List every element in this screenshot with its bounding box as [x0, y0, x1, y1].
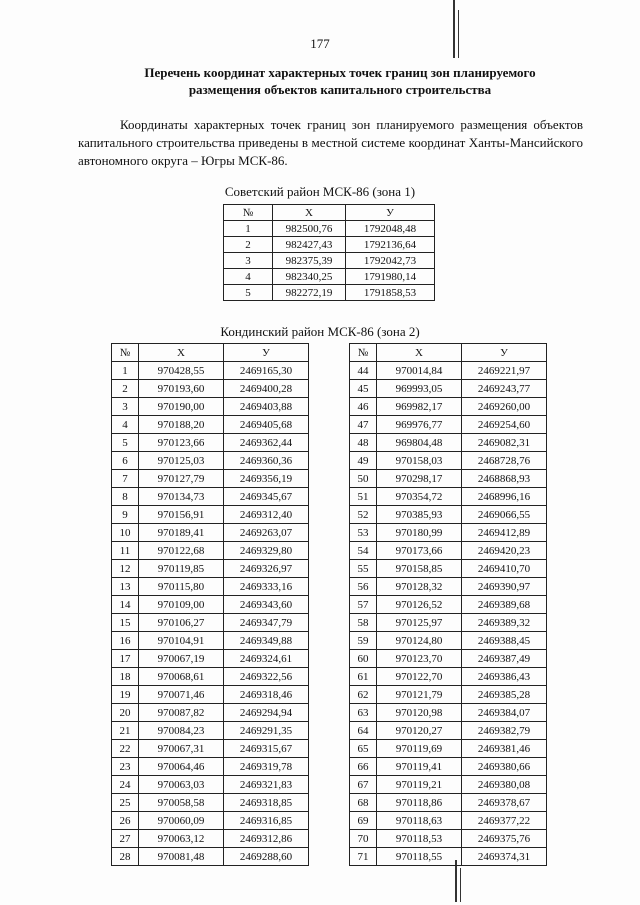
cell-y: 2469263,07 — [224, 524, 309, 542]
cell-x: 970119,85 — [139, 560, 224, 578]
cell-y: 2469381,46 — [462, 740, 547, 758]
table-row — [350, 416, 547, 434]
cell-y: 2469254,60 — [462, 416, 547, 434]
cell-number: 13 — [112, 578, 139, 596]
cell-y: 2469380,08 — [462, 776, 547, 794]
cell-y: 2469388,45 — [462, 632, 547, 650]
table-row — [112, 452, 309, 470]
cell-number: 11 — [112, 542, 139, 560]
column-header-y: У — [346, 205, 435, 221]
table-row — [350, 830, 547, 848]
cell-y: 2469312,40 — [224, 506, 309, 524]
cell-number: 16 — [112, 632, 139, 650]
table-header-row — [350, 344, 547, 362]
cell-x: 970125,03 — [139, 452, 224, 470]
cell-number: 19 — [112, 686, 139, 704]
table-row — [112, 380, 309, 398]
table-row — [112, 650, 309, 668]
cell-x: 970190,00 — [139, 398, 224, 416]
cell-y: 2469405,68 — [224, 416, 309, 434]
table2-left-body — [112, 362, 309, 866]
cell-y: 2469384,07 — [462, 704, 547, 722]
cell-number: 3 — [224, 253, 273, 269]
cell-x: 970014,84 — [377, 362, 462, 380]
cell-x: 970428,55 — [139, 362, 224, 380]
cell-x: 970298,17 — [377, 470, 462, 488]
title-line-1: Перечень координат характерных точек границ зон планируемого — [144, 65, 536, 80]
table-row — [350, 632, 547, 650]
cell-number: 68 — [350, 794, 377, 812]
cell-x: 970125,97 — [377, 614, 462, 632]
table-row — [350, 668, 547, 686]
cell-number: 7 — [112, 470, 139, 488]
table-row — [350, 650, 547, 668]
cell-y: 2469378,67 — [462, 794, 547, 812]
cell-x: 970067,31 — [139, 740, 224, 758]
table-row — [224, 237, 435, 253]
cell-x: 970121,79 — [377, 686, 462, 704]
cell-x: 970064,46 — [139, 758, 224, 776]
column-header-x: X — [273, 205, 346, 221]
cell-y: 2469389,32 — [462, 614, 547, 632]
cell-number: 56 — [350, 578, 377, 596]
cell-x: 970173,66 — [377, 542, 462, 560]
cell-number: 23 — [112, 758, 139, 776]
table-header-row — [224, 205, 435, 221]
cell-number: 51 — [350, 488, 377, 506]
table-row — [112, 542, 309, 560]
cell-y: 2469312,86 — [224, 830, 309, 848]
cell-x: 969976,77 — [377, 416, 462, 434]
table-row — [112, 398, 309, 416]
table1-body — [224, 221, 435, 301]
table-row — [350, 848, 547, 866]
page-number: 177 — [310, 36, 330, 51]
cell-number: 49 — [350, 452, 377, 470]
cell-number: 9 — [112, 506, 139, 524]
table-row — [350, 362, 547, 380]
cell-y: 2469326,97 — [224, 560, 309, 578]
table-row — [350, 758, 547, 776]
cell-number: 22 — [112, 740, 139, 758]
cell-number: 5 — [112, 434, 139, 452]
table2-right — [349, 343, 547, 866]
cell-number: 55 — [350, 560, 377, 578]
column-header-x: X — [139, 344, 224, 362]
cell-y: 2469066,55 — [462, 506, 547, 524]
cell-x: 970189,41 — [139, 524, 224, 542]
table-row — [112, 722, 309, 740]
table-row — [112, 848, 309, 866]
column-header-y: У — [462, 344, 547, 362]
cell-number: 18 — [112, 668, 139, 686]
table-row — [350, 812, 547, 830]
table-row — [112, 632, 309, 650]
cell-number: 63 — [350, 704, 377, 722]
cell-x: 970158,85 — [377, 560, 462, 578]
cell-number: 71 — [350, 848, 377, 866]
cell-x: 970119,21 — [377, 776, 462, 794]
cell-x: 970188,20 — [139, 416, 224, 434]
cell-x: 970119,41 — [377, 758, 462, 776]
table1-caption: Советский район МСК-86 (зона 1) — [224, 184, 416, 199]
cell-y: 2469333,16 — [224, 578, 309, 596]
cell-x: 982427,43 — [273, 237, 346, 253]
table-row — [112, 524, 309, 542]
table-row — [350, 614, 547, 632]
cell-y: 1792048,48 — [346, 221, 435, 237]
cell-number: 64 — [350, 722, 377, 740]
cell-x: 970118,55 — [377, 848, 462, 866]
cell-number: 1 — [224, 221, 273, 237]
table-row — [350, 776, 547, 794]
cell-x: 970109,00 — [139, 596, 224, 614]
cell-x: 970119,69 — [377, 740, 462, 758]
cell-y: 2469321,83 — [224, 776, 309, 794]
cell-x: 970120,27 — [377, 722, 462, 740]
cell-number: 52 — [350, 506, 377, 524]
table-row — [112, 362, 309, 380]
table-header-row — [112, 344, 309, 362]
cell-number: 2 — [224, 237, 273, 253]
table2-right-body — [350, 362, 547, 866]
table-row — [350, 488, 547, 506]
cell-x: 970084,23 — [139, 722, 224, 740]
cell-y: 2469389,68 — [462, 596, 547, 614]
cell-x: 982272,19 — [273, 285, 346, 301]
cell-x: 970087,82 — [139, 704, 224, 722]
cell-x: 970115,80 — [139, 578, 224, 596]
cell-y: 2469387,49 — [462, 650, 547, 668]
table-row — [350, 398, 547, 416]
table-row — [350, 470, 547, 488]
cell-y: 2469294,94 — [224, 704, 309, 722]
cell-x: 982375,39 — [273, 253, 346, 269]
table-row — [112, 578, 309, 596]
cell-y: 2469390,97 — [462, 578, 547, 596]
cell-y: 2469385,28 — [462, 686, 547, 704]
cell-x: 970123,70 — [377, 650, 462, 668]
cell-y: 2469288,60 — [224, 848, 309, 866]
cell-number: 24 — [112, 776, 139, 794]
cell-number: 65 — [350, 740, 377, 758]
table-row — [112, 614, 309, 632]
cell-y: 2469420,23 — [462, 542, 547, 560]
cell-y: 2469082,31 — [462, 434, 547, 452]
cell-number: 8 — [112, 488, 139, 506]
cell-number: 53 — [350, 524, 377, 542]
column-header-x: X — [377, 344, 462, 362]
cell-x: 970134,73 — [139, 488, 224, 506]
cell-number: 44 — [350, 362, 377, 380]
cell-y: 2469291,35 — [224, 722, 309, 740]
column-header-number: № — [350, 344, 377, 362]
table-row — [350, 452, 547, 470]
cell-y: 2469345,67 — [224, 488, 309, 506]
cell-y: 2469356,19 — [224, 470, 309, 488]
cell-x: 970063,12 — [139, 830, 224, 848]
cell-x: 970385,93 — [377, 506, 462, 524]
cell-x: 970058,58 — [139, 794, 224, 812]
cell-y: 2468868,93 — [462, 470, 547, 488]
cell-x: 970122,68 — [139, 542, 224, 560]
cell-number: 67 — [350, 776, 377, 794]
cell-y: 2469347,79 — [224, 614, 309, 632]
cell-x: 970071,46 — [139, 686, 224, 704]
cell-number: 66 — [350, 758, 377, 776]
table-row — [112, 596, 309, 614]
cell-y: 1791858,53 — [346, 285, 435, 301]
cell-number: 70 — [350, 830, 377, 848]
cell-x: 982340,25 — [273, 269, 346, 285]
cell-y: 2469318,85 — [224, 794, 309, 812]
cell-number: 1 — [112, 362, 139, 380]
cell-x: 970122,70 — [377, 668, 462, 686]
table-row — [350, 704, 547, 722]
cell-x: 970118,63 — [377, 812, 462, 830]
table-row — [112, 704, 309, 722]
cell-y: 2469165,30 — [224, 362, 309, 380]
intro-paragraph: Координаты характерных точек границ зон планируемого размещения объектов капитального строительства приведены в местной системе координат Ханты-Мансийского автономного округа – Югры МСК-86. — [78, 117, 583, 168]
table-row — [350, 722, 547, 740]
table-row — [112, 434, 309, 452]
cell-y: 2469243,77 — [462, 380, 547, 398]
cell-y: 2469380,66 — [462, 758, 547, 776]
table-row — [350, 686, 547, 704]
table2-left — [111, 343, 309, 866]
table-row — [112, 470, 309, 488]
cell-x: 970106,27 — [139, 614, 224, 632]
cell-number: 69 — [350, 812, 377, 830]
cell-number: 4 — [224, 269, 273, 285]
cell-x: 970158,03 — [377, 452, 462, 470]
table-row — [112, 812, 309, 830]
table-row — [112, 506, 309, 524]
cell-y: 2469349,88 — [224, 632, 309, 650]
cell-number: 60 — [350, 650, 377, 668]
table-row — [350, 506, 547, 524]
cell-x: 970081,48 — [139, 848, 224, 866]
table-row — [112, 668, 309, 686]
title-line-2: размещения объектов капитального строительства — [188, 82, 492, 97]
cell-x: 970104,91 — [139, 632, 224, 650]
cell-number: 6 — [112, 452, 139, 470]
cell-x: 970127,79 — [139, 470, 224, 488]
cell-x: 970068,61 — [139, 668, 224, 686]
cell-x: 970124,80 — [377, 632, 462, 650]
column-header-number: № — [224, 205, 273, 221]
cell-number: 14 — [112, 596, 139, 614]
cell-y: 2469260,00 — [462, 398, 547, 416]
table-row — [112, 560, 309, 578]
cell-x: 970193,60 — [139, 380, 224, 398]
cell-y: 1792042,73 — [346, 253, 435, 269]
cell-number: 15 — [112, 614, 139, 632]
cell-x: 969982,17 — [377, 398, 462, 416]
cell-number: 5 — [224, 285, 273, 301]
cell-x: 970128,32 — [377, 578, 462, 596]
cell-number: 54 — [350, 542, 377, 560]
cell-number: 26 — [112, 812, 139, 830]
scan-mark — [455, 860, 457, 902]
column-header-number: № — [112, 344, 139, 362]
cell-x: 970063,03 — [139, 776, 224, 794]
cell-y: 2469375,76 — [462, 830, 547, 848]
cell-number: 50 — [350, 470, 377, 488]
cell-y: 2469322,56 — [224, 668, 309, 686]
cell-y: 1791980,14 — [346, 269, 435, 285]
table-row — [224, 253, 435, 269]
cell-number: 10 — [112, 524, 139, 542]
cell-number: 17 — [112, 650, 139, 668]
cell-number: 25 — [112, 794, 139, 812]
table-row — [350, 578, 547, 596]
cell-x: 970126,52 — [377, 596, 462, 614]
cell-y: 2469403,88 — [224, 398, 309, 416]
cell-number: 2 — [112, 380, 139, 398]
cell-number: 45 — [350, 380, 377, 398]
cell-number: 61 — [350, 668, 377, 686]
cell-number: 12 — [112, 560, 139, 578]
table-row — [112, 776, 309, 794]
table-row — [350, 596, 547, 614]
cell-y: 1792136,64 — [346, 237, 435, 253]
table-row — [224, 221, 435, 237]
cell-y: 2469324,61 — [224, 650, 309, 668]
cell-y: 2469410,70 — [462, 560, 547, 578]
cell-x: 969993,05 — [377, 380, 462, 398]
table-row — [112, 794, 309, 812]
cell-x: 970120,98 — [377, 704, 462, 722]
cell-y: 2469343,60 — [224, 596, 309, 614]
table-row — [112, 758, 309, 776]
table-row — [224, 269, 435, 285]
cell-y: 2469360,36 — [224, 452, 309, 470]
table-row — [112, 686, 309, 704]
cell-x: 970118,53 — [377, 830, 462, 848]
cell-number: 28 — [112, 848, 139, 866]
cell-y: 2469374,31 — [462, 848, 547, 866]
cell-y: 2469362,44 — [224, 434, 309, 452]
cell-x: 970060,09 — [139, 812, 224, 830]
cell-y: 2469377,22 — [462, 812, 547, 830]
cell-x: 970354,72 — [377, 488, 462, 506]
scan-mark — [460, 868, 461, 902]
table-row — [350, 740, 547, 758]
cell-x: 982500,76 — [273, 221, 346, 237]
cell-y: 2469319,78 — [224, 758, 309, 776]
cell-x: 970180,99 — [377, 524, 462, 542]
column-header-y: У — [224, 344, 309, 362]
cell-number: 48 — [350, 434, 377, 452]
cell-y: 2469412,89 — [462, 524, 547, 542]
cell-y: 2468996,16 — [462, 488, 547, 506]
cell-x: 970067,19 — [139, 650, 224, 668]
cell-x: 970123,66 — [139, 434, 224, 452]
cell-y: 2469221,97 — [462, 362, 547, 380]
cell-y: 2468728,76 — [462, 452, 547, 470]
cell-number: 59 — [350, 632, 377, 650]
table-row — [112, 416, 309, 434]
cell-x: 970118,86 — [377, 794, 462, 812]
table-row — [350, 380, 547, 398]
cell-y: 2469316,85 — [224, 812, 309, 830]
table-row — [224, 285, 435, 301]
cell-number: 20 — [112, 704, 139, 722]
cell-x: 969804,48 — [377, 434, 462, 452]
cell-number: 27 — [112, 830, 139, 848]
cell-number: 3 — [112, 398, 139, 416]
cell-y: 2469400,28 — [224, 380, 309, 398]
cell-number: 21 — [112, 722, 139, 740]
cell-number: 62 — [350, 686, 377, 704]
cell-y: 2469315,67 — [224, 740, 309, 758]
cell-y: 2469386,43 — [462, 668, 547, 686]
cell-number: 47 — [350, 416, 377, 434]
table-row — [112, 740, 309, 758]
cell-number: 58 — [350, 614, 377, 632]
cell-number: 57 — [350, 596, 377, 614]
table1-sovetsky — [223, 204, 435, 301]
table-row — [350, 434, 547, 452]
table-row — [112, 488, 309, 506]
table-row — [350, 524, 547, 542]
table-row — [350, 542, 547, 560]
table-row — [350, 560, 547, 578]
cell-x: 970156,91 — [139, 506, 224, 524]
cell-y: 2469329,80 — [224, 542, 309, 560]
table2-caption: Кондинский район МСК-86 (зона 2) — [220, 324, 420, 339]
page-title — [90, 64, 590, 98]
cell-y: 2469318,46 — [224, 686, 309, 704]
table-row — [112, 830, 309, 848]
cell-number: 4 — [112, 416, 139, 434]
cell-number: 46 — [350, 398, 377, 416]
table-row — [350, 794, 547, 812]
cell-y: 2469382,79 — [462, 722, 547, 740]
